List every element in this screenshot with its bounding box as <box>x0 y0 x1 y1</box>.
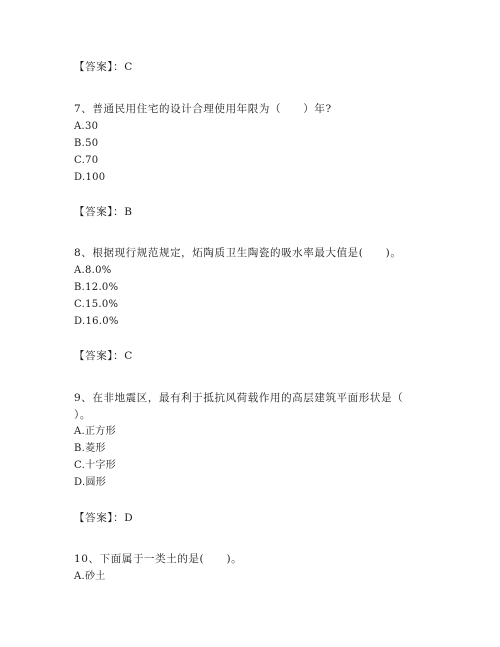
option-d-q9: D.圆形 <box>74 477 107 488</box>
question-stem-q7: 7、普通民用住宅的设计合理使用年限为（ ）年? <box>74 103 332 115</box>
option-d-q8: D.16.0% <box>74 316 119 327</box>
question-stem-q8: 8、根据现行规范规定，炻陶质卫生陶瓷的吸水率最大值是( )。 <box>74 247 402 259</box>
option-b-q7: B.50 <box>74 138 99 149</box>
answer-line-q6: 【答案】：C <box>74 61 133 73</box>
option-a-q10: A.砂土 <box>74 571 106 582</box>
question-stem-q9-line1: 9、在非地震区，最有利于抵抗风荷载作用的高层建筑平面形状是（ <box>74 392 404 404</box>
answer-line-q8: 【答案】：C <box>74 350 133 362</box>
option-b-q8: B.12.0% <box>74 282 119 293</box>
option-a-q8: A.8.0% <box>74 265 112 276</box>
question-stem-q10: 10、下面属于一类土的是( )。 <box>74 553 243 565</box>
option-c-q7: C.70 <box>74 155 99 166</box>
answer-line-q7: 【答案】：B <box>74 206 133 218</box>
option-a-q7: A.30 <box>74 121 99 132</box>
option-d-q7: D.100 <box>74 172 106 183</box>
option-c-q9: C.十字形 <box>74 460 116 471</box>
question-stem-q9-line2: ）。 <box>74 409 91 421</box>
option-b-q9: B.菱形 <box>74 443 106 454</box>
option-a-q9: A.正方形 <box>74 426 116 437</box>
answer-line-q9: 【答案】：D <box>74 512 134 524</box>
option-c-q8: C.15.0% <box>74 299 119 310</box>
